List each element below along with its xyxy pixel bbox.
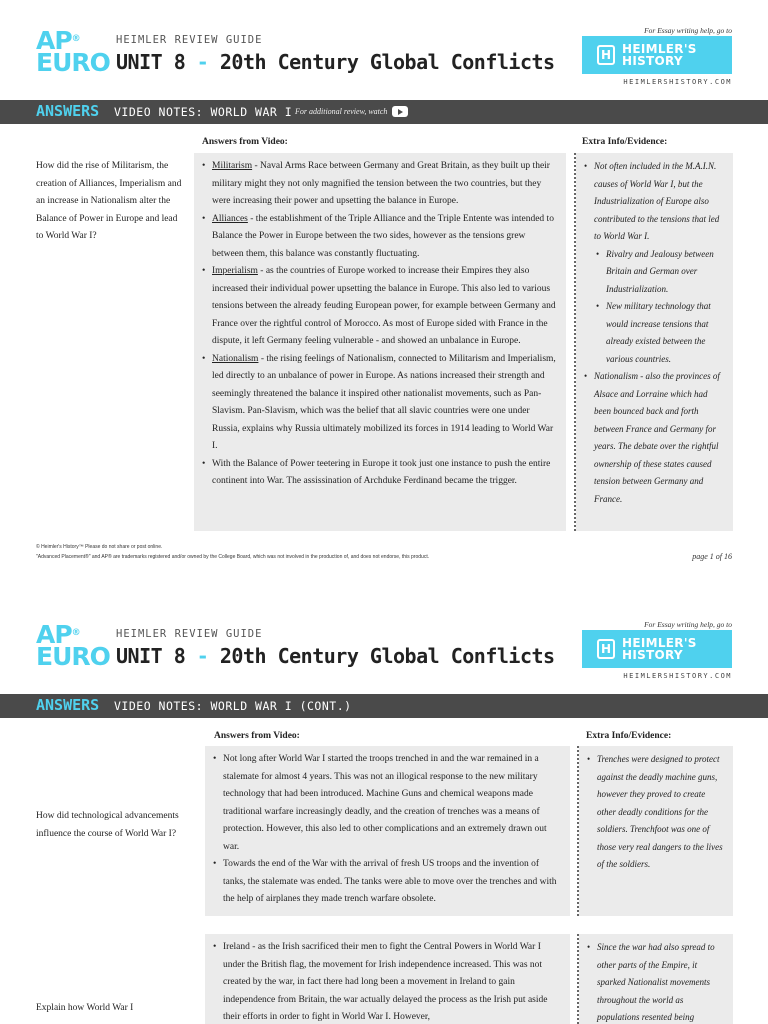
answer-item [202, 211, 558, 264]
youtube-play-icon[interactable] [392, 106, 408, 117]
copyright-notice: © Heimler's History™ Please do not share or post online. [36, 544, 163, 550]
extra-item: • Rivalry and Jealousy between Britain and German over Industrialization. [596, 246, 725, 299]
extra-info-box [579, 934, 733, 1024]
answer-list [213, 751, 562, 909]
extra-item: • Not often included in the M.A.I.N. causes of World War I, but the Industrialization of Europe also contributed to the tensions that led to World War I. [584, 158, 725, 246]
section-bar [0, 694, 768, 718]
ap-euro-logo: AP® EURO [36, 26, 110, 77]
h-logo-icon: H [597, 45, 615, 65]
answer-item: • Ireland - as the Irish sacrificed their men to fight the Central Powers in World War I under the British flag, the movement for Irish independence increased. This was not created by the war, in fact there had long been a movement in Ireland to gain independence from Britain, the war actually delayed the process as the Irish put aside their efforts in order to fight in World War I. However, [213, 939, 562, 1024]
page-number: page 1 of 16 [692, 552, 732, 561]
extra-list [584, 158, 725, 508]
brand-url[interactable]: HEIMLERSHISTORY.COM [623, 672, 732, 680]
essay-help-text: For Essay writing help, go to [644, 26, 732, 35]
answers-label: ANSWERS [36, 696, 100, 714]
unit-title: UNIT 8 - 20th Century Global Conflicts [116, 50, 555, 74]
heimlers-history-brand[interactable]: H HEIMLER'S HISTORY [582, 630, 732, 668]
answers-label: ANSWERS [36, 102, 100, 120]
guide-label: HEIMLER REVIEW GUIDE [116, 34, 263, 46]
answer-text: - Naval Arms Race between Germany and Great Britain, as they built up their military might they not only magnified the tension between the two countries, but they were increasing their power and upsetting the balance in Europe. [212, 161, 550, 206]
answer-term: Imperialism [212, 266, 258, 276]
answer-box [205, 934, 570, 1024]
guide-label: HEIMLER REVIEW GUIDE [116, 628, 263, 640]
extra-item: • Nationalism - also the provinces of Alsace and Lorraine which had been bounced back and forth between France and Germany for years. The debate over the rightful ownership of these states caused tension between Germany and France. [584, 368, 725, 508]
answer-item: • Towards the end of the War with the arrival of fresh US troops and the invention of tanks, the stalemate was ended. The tanks were able to move over the trenches and with the help of airplanes they made trench warfare obsolete. [213, 856, 562, 909]
ap-euro-logo: AP® EURO [36, 620, 110, 671]
extra-item: • Trenches were designed to protect against the deadly machine guns, however they proved to create other deadly conditions for the soldiers. Trenchfoot was one of those very real dangers to the lives of the soldiers. [587, 751, 725, 874]
question-text: Explain how World War I [36, 1003, 134, 1013]
section-title: VIDEO NOTES: WORLD WAR I (CONT.) [114, 699, 352, 713]
brand-url[interactable]: HEIMLERSHISTORY.COM [623, 78, 732, 86]
extra-column-header: Extra Info/Evidence: [586, 731, 672, 741]
unit-title: UNIT 8 - 20th Century Global Conflicts [116, 644, 555, 668]
extra-column-header: Extra Info/Evidence: [582, 137, 668, 147]
answer-box [205, 746, 570, 916]
heimlers-history-brand[interactable]: H HEIMLER'S HISTORY [582, 36, 732, 74]
answer-term: Militarism [212, 161, 253, 171]
answer-item: • Not long after World War I started the troops trenched in and the war remained in a stalemate for almost 4 years. This was not an illogical response to the new military technology that had been introduced. Machine Guns and chemical weapons made traditional warfare increasingly deadly, and the creation of trenches was a means of protection. However, this also led to other complications and an extremely drawn out war. [213, 751, 562, 856]
answer-item [202, 158, 558, 211]
answer-item [202, 351, 558, 456]
extra-info-box [576, 153, 733, 531]
extra-item: • Since the war had also spread to other parts of the Empire, it sparked Nationalist movements throughout the world as populations resented being [587, 939, 725, 1024]
extra-info-box [579, 746, 733, 916]
answer-term: Alliances [212, 213, 248, 224]
extra-item: • New military technology that would increase tensions that already existed between the various countries. [596, 298, 725, 368]
answers-column-header: Answers from Video: [214, 731, 300, 741]
page-2 [0, 594, 768, 1024]
answer-term: Nationalism [212, 353, 259, 364]
answers-column-header: Answers from Video: [202, 137, 288, 147]
h-logo-icon: H [597, 639, 615, 659]
answer-item [202, 263, 558, 351]
trademark-notice: "Advanced Placement®" and AP® are trademarks registered and/or owned by the College Board, which was not involved in the production of, and does not endorse, this product. [36, 554, 430, 560]
answer-text: - as the countries of Europe worked to increase their Empires they also increased their individual power upsetting the balance in Europe. This also led to various tensions between the already feuding European power, for example between Germany and France over the rightful control of Morocco. As most of Europe sided with France in the dispute, it left Germany feeling vulnerable - and showed an unbalance in Europe. [212, 266, 556, 346]
additional-review-text: For additional review, watch [295, 107, 388, 116]
answer-text: - the establishment of the Triple Alliance and the Triple Entente was intended to Balance the Power in Europe between the two sides, however as the tensions grew between them, this balance was constantly fluctuating. [212, 213, 554, 259]
answer-box [194, 153, 566, 531]
answer-item [202, 456, 558, 491]
essay-help-text: For Essay writing help, go to [644, 620, 732, 629]
answer-list [202, 158, 558, 491]
answer-text: - the rising feelings of Nationalism, connected to Militarism and Imperialism, led directly to an unbalance of power in Europe. As nations increased their strength and seemingly threatened the balance it inspired other nationalist movements, such as Pan-Slavism. Pan-Slavism, which was the belief that all slavic countries were one under Russia, explains why Russia ultimately mobilized its forces in 1914 leading to World War I. [212, 353, 556, 451]
question-text: How did technological advancements influence the course of World War I? [36, 811, 179, 839]
section-bar [0, 100, 768, 124]
answer-text: With the Balance of Power teetering in Europe it took just one instance to push the entire continent into War. The assissination of Archduke Ferdinand became the trigger. [212, 458, 551, 486]
question-text: How did the rise of Militarism, the creation of Alliances, Imperialism and an increase in Nationalism alter the Balance of Power in Europe and lead to World War I? [36, 161, 182, 241]
section-title: VIDEO NOTES: WORLD WAR I [114, 105, 293, 119]
